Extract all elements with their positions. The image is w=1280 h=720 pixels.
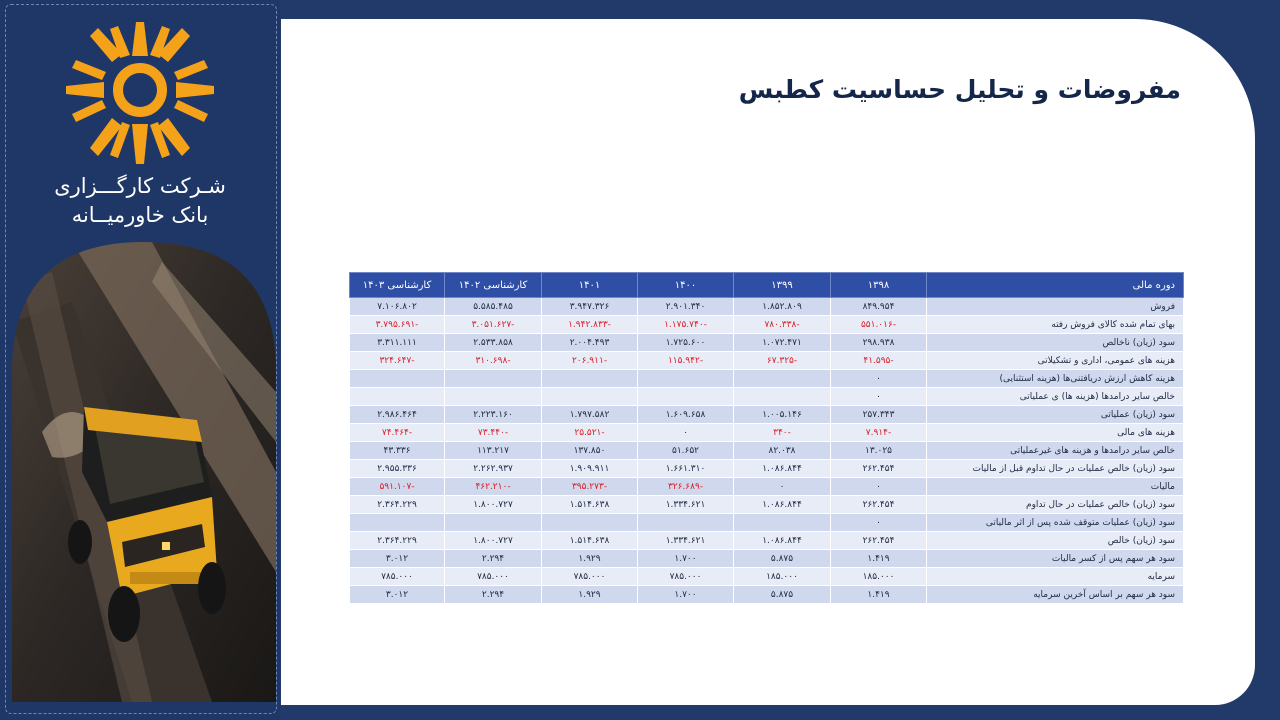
table-cell: -۷.۹۱۴ [831, 424, 927, 442]
table-row [350, 406, 1184, 424]
column-header: کارشناسی ۱۴۰۲ [445, 273, 542, 298]
table-cell: ۲.۵۳۳.۸۵۸ [445, 334, 542, 352]
table-cell: ۲۶۲.۴۵۴ [831, 460, 927, 478]
table-cell: ۵.۵۸۵.۴۸۵ [445, 298, 542, 316]
table-cell: -۲۵.۵۲۱ [542, 424, 638, 442]
row-label: سود (زیان) خالص عملیات در حال تداوم قبل از مالیات [927, 460, 1184, 478]
table-cell: ۲.۲۲۳.۱۶۰ [445, 406, 542, 424]
brand-panel [0, 0, 280, 720]
table-cell: ۱.۷۲۵.۶۰۰ [638, 334, 734, 352]
table-cell [445, 388, 542, 406]
table-cell: ۱۸۵.۰۰۰ [734, 568, 831, 586]
table-cell: ۱.۹۲۹ [542, 586, 638, 604]
row-label: سود (زیان) خالص عملیات در حال تداوم [927, 496, 1184, 514]
column-header: ۱۳۹۸ [831, 273, 927, 298]
table-cell: ۳.۰۱۲ [350, 550, 445, 568]
table-cell: -۱.۹۴۲.۸۳۳ [542, 316, 638, 334]
table-cell: ۱.۰۸۶.۸۴۴ [734, 532, 831, 550]
table-cell: ۲۵۷.۳۴۳ [831, 406, 927, 424]
table-cell: ۱.۰۸۶.۸۴۴ [734, 460, 831, 478]
table-cell: -۴۶۲.۲۱۰ [445, 478, 542, 496]
table-cell: ۰ [831, 370, 927, 388]
column-header: ۱۴۰۱ [542, 273, 638, 298]
table-cell: -۳۲۴.۶۴۷ [350, 352, 445, 370]
mining-truck-image [12, 242, 276, 702]
table-cell [734, 370, 831, 388]
table-cell: ۱.۴۱۹ [831, 550, 927, 568]
row-label: فروش [927, 298, 1184, 316]
table-row [350, 352, 1184, 370]
table-cell: ۱.۴۱۹ [831, 586, 927, 604]
table-cell [542, 514, 638, 532]
table-cell [734, 388, 831, 406]
table-row [350, 532, 1184, 550]
table-cell: ۱.۷۰۰ [638, 586, 734, 604]
table-cell: -۳۹۵.۲۷۳ [542, 478, 638, 496]
table-cell: -۷۴.۴۶۴ [350, 424, 445, 442]
row-label: سرمایه [927, 568, 1184, 586]
column-header: کارشناسی ۱۴۰۳ [350, 273, 445, 298]
table-cell [445, 370, 542, 388]
table-cell: ۷۸۵.۰۰۰ [542, 568, 638, 586]
table-cell: ۱.۳۳۴.۶۲۱ [638, 532, 734, 550]
table-row [350, 334, 1184, 352]
table-cell: ۲.۲۹۴ [445, 586, 542, 604]
table-cell: ۲.۲۶۲.۹۳۷ [445, 460, 542, 478]
table-row [350, 316, 1184, 334]
table-cell: ۳.۰۱۲ [350, 586, 445, 604]
row-label: خالص سایر درامدها (هزینه ها) ی عملیاتی [927, 388, 1184, 406]
table-cell: ۱۱۳.۲۱۷ [445, 442, 542, 460]
table-cell [350, 370, 445, 388]
row-label: بهای تمام شده کالای فروش رفته [927, 316, 1184, 334]
table-cell: ۳.۳۱۱.۱۱۱ [350, 334, 445, 352]
table-cell: ۱۸۵.۰۰۰ [831, 568, 927, 586]
table-cell: -۳۲۶.۶۸۹ [638, 478, 734, 496]
table-cell: ۰ [734, 478, 831, 496]
table-cell: ۲.۳۶۴.۲۲۹ [350, 496, 445, 514]
table-cell: ۲.۹۸۶.۴۶۴ [350, 406, 445, 424]
table-row [350, 586, 1184, 604]
row-label: مالیات [927, 478, 1184, 496]
table-cell: ۱.۵۱۴.۶۳۸ [542, 496, 638, 514]
table-row [350, 298, 1184, 316]
table-row [350, 388, 1184, 406]
financial-table [349, 272, 1184, 604]
table-row [350, 370, 1184, 388]
table-row [350, 424, 1184, 442]
table-header-row [350, 273, 1184, 298]
sun-logo-icon [60, 18, 220, 168]
table-cell: ۱.۵۱۴.۶۳۸ [542, 532, 638, 550]
table-cell: -۳.۷۹۵.۶۹۱ [350, 316, 445, 334]
table-cell: ۱.۹۲۹ [542, 550, 638, 568]
table-cell: ۲۹۸.۹۳۸ [831, 334, 927, 352]
table-cell: -۵۹۱.۱۰۷ [350, 478, 445, 496]
table-cell: -۳.۰۵۱.۶۲۷ [445, 316, 542, 334]
row-label: خالص سایر درامدها و هزینه های غیرعملیاتی [927, 442, 1184, 460]
table-cell: ۵.۸۷۵ [734, 586, 831, 604]
table-cell [445, 514, 542, 532]
table-cell: ۲.۳۶۴.۲۲۹ [350, 532, 445, 550]
table-cell: ۱.۶۰۹.۶۵۸ [638, 406, 734, 424]
table-cell: -۳۴۰ [734, 424, 831, 442]
table-cell: ۰ [638, 424, 734, 442]
row-label: هزینه های عمومی، اداری و تشکیلاتی [927, 352, 1184, 370]
table-cell: ۱.۹۰۹.۹۱۱ [542, 460, 638, 478]
brand-name-line2: بانک خاورمیــانه [71, 203, 209, 227]
table-cell: ۰ [831, 514, 927, 532]
column-header: دوره مالی [927, 273, 1184, 298]
table-cell: ۰ [831, 388, 927, 406]
table-cell: -۴۱.۵۹۵ [831, 352, 927, 370]
row-label: سود هر سهم بر اساس آخرین سرمایه [927, 586, 1184, 604]
table-cell: ۲۶۲.۴۵۴ [831, 532, 927, 550]
table-cell: ۷۸۵.۰۰۰ [350, 568, 445, 586]
table-cell: ۴۳.۳۳۶ [350, 442, 445, 460]
table-cell: ۱.۸۰۰.۷۲۷ [445, 532, 542, 550]
row-label: سود هر سهم پس از کسر مالیات [927, 550, 1184, 568]
row-label: هزینه کاهش ارزش دریافتنی‌ها (هزینه استثنایی) [927, 370, 1184, 388]
content-card [281, 19, 1255, 705]
table-cell: ۸۴۹.۹۵۴ [831, 298, 927, 316]
table-cell: ۲۶۲.۴۵۴ [831, 496, 927, 514]
table-cell [350, 514, 445, 532]
table-cell: ۷.۱۰۶.۸۰۲ [350, 298, 445, 316]
table-row [350, 442, 1184, 460]
table-cell: ۱.۸۵۲.۸۰۹ [734, 298, 831, 316]
table-cell: ۲.۰۰۴.۴۹۳ [542, 334, 638, 352]
table-row [350, 550, 1184, 568]
table-cell: ۲.۹۰۱.۳۴۰ [638, 298, 734, 316]
table-cell: ۱.۰۷۲.۴۷۱ [734, 334, 831, 352]
table-cell: ۱.۳۳۴.۶۲۱ [638, 496, 734, 514]
table-cell: ۱.۷۰۰ [638, 550, 734, 568]
table-cell [638, 370, 734, 388]
table-cell: ۲.۹۵۵.۳۳۶ [350, 460, 445, 478]
table-cell [542, 388, 638, 406]
table-cell [638, 514, 734, 532]
table-cell: -۲۰۶.۹۱۱ [542, 352, 638, 370]
table-cell: ۳.۹۴۷.۳۲۶ [542, 298, 638, 316]
table-cell: ۷۸۵.۰۰۰ [638, 568, 734, 586]
table-cell: ۱.۷۹۷.۵۸۲ [542, 406, 638, 424]
table-cell [638, 388, 734, 406]
table-cell: ۸۲.۰۳۸ [734, 442, 831, 460]
table-cell: -۵۵۱.۰۱۶ [831, 316, 927, 334]
table-cell: ۱.۰۰۵.۱۴۶ [734, 406, 831, 424]
table-cell: -۶۷.۳۲۵ [734, 352, 831, 370]
table-row [350, 496, 1184, 514]
row-label: هزینه های مالی [927, 424, 1184, 442]
column-header: ۱۴۰۰ [638, 273, 734, 298]
table-row [350, 478, 1184, 496]
table-cell [350, 388, 445, 406]
table-cell: -۱.۱۷۵.۷۴۰ [638, 316, 734, 334]
table-cell: ۵۱.۶۵۲ [638, 442, 734, 460]
table-cell: -۳۱۰.۶۹۸ [445, 352, 542, 370]
table-cell: ۱.۶۶۱.۳۱۰ [638, 460, 734, 478]
page-title: مفروضات و تحلیل حساسیت کطبس [738, 75, 1181, 104]
column-header: ۱۳۹۹ [734, 273, 831, 298]
table-cell: ۱.۰۸۶.۸۴۴ [734, 496, 831, 514]
table-cell: ۱۳.۰۲۵ [831, 442, 927, 460]
row-label: سود (زیان) عملیاتی [927, 406, 1184, 424]
table-cell [542, 370, 638, 388]
table-cell: ۰ [831, 478, 927, 496]
table-cell: ۱۳۷.۸۵۰ [542, 442, 638, 460]
table-cell: ۱.۸۰۰.۷۲۷ [445, 496, 542, 514]
table-cell: -۱۱۵.۹۴۲ [638, 352, 734, 370]
table-row [350, 568, 1184, 586]
table-cell [734, 514, 831, 532]
table-cell: ۵.۸۷۵ [734, 550, 831, 568]
table-body [350, 298, 1184, 604]
table-cell: ۷۸۵.۰۰۰ [445, 568, 542, 586]
row-label: سود (زیان) ناخالص [927, 334, 1184, 352]
row-label: سود (زیان) خالص [927, 532, 1184, 550]
row-label: سود (زیان) عملیات متوقف شده پس از اثر مالیاتی [927, 514, 1184, 532]
table-cell: ۲.۲۹۴ [445, 550, 542, 568]
table-cell: -۷۳.۴۴۰ [445, 424, 542, 442]
table-row [350, 514, 1184, 532]
table-cell: -۷۸۰.۳۳۸ [734, 316, 831, 334]
brand-name-line1: شـرکت کارگـــزاری [54, 174, 226, 198]
table-row [350, 460, 1184, 478]
